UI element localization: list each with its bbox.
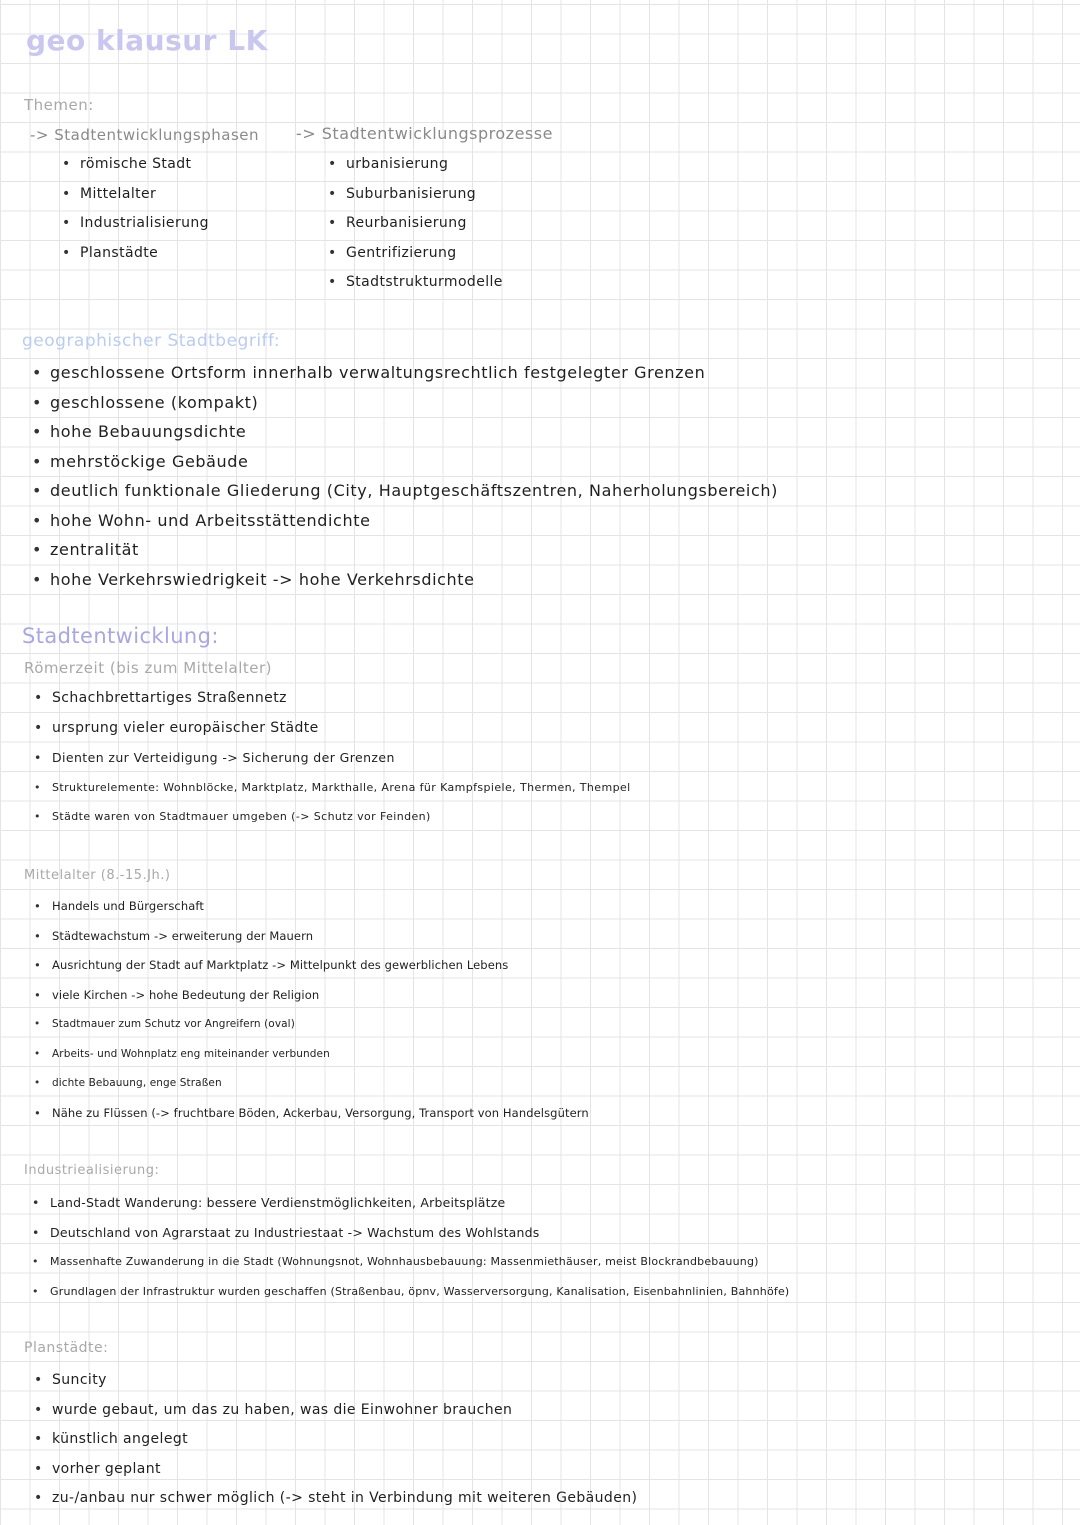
list-item: • Städte waren von Stadtmauer umgeben (-> Schutz vor Feinden) xyxy=(28,802,631,832)
planstaedte-heading: Planstädte: xyxy=(24,1340,109,1356)
list-item: • Industrialisierung xyxy=(56,209,209,239)
list-item: • Dienten zur Verteidigung -> Sicherung der Grenzen xyxy=(28,743,631,773)
list-item: • Arbeits- und Wohnplatz eng miteinander verbunden xyxy=(28,1040,589,1070)
list-item: • hohe Bebauungsdichte xyxy=(26,417,778,447)
list-item: • hohe Wohn- und Arbeitsstättendichte xyxy=(26,506,778,536)
list-item: • Deutschland von Agrarstaat zu Industriestaat -> Wachstum des Wohlstands xyxy=(26,1218,789,1248)
roemerzeit-list xyxy=(28,684,631,832)
list-item: • römische Stadt xyxy=(56,150,209,180)
stadtentwicklung-heading: Stadtentwicklung: xyxy=(22,624,219,648)
list-item: • Stadtmauer zum Schutz vor Angreifern (oval) xyxy=(28,1010,589,1040)
list-item: • zu-/anbau nur schwer möglich (-> steht in Verbindung mit weiteren Gebäuden) xyxy=(28,1484,637,1514)
list-item: • deutlich funktionale Gliederung (City, Hauptgeschäftszentren, Naherholungsbereich) xyxy=(26,476,778,506)
list-item: • Schachbrettartiges Straßennetz xyxy=(28,684,631,714)
list-item: • viele Kirchen -> hohe Bedeutung der Religion xyxy=(28,981,589,1011)
list-item: • künstlich angelegt xyxy=(28,1425,637,1455)
planstaedte-list xyxy=(28,1366,637,1514)
list-item: • Suburbanisierung xyxy=(322,180,503,210)
mittelalter-list xyxy=(28,892,589,1128)
list-item: • Stadtstrukturmodelle xyxy=(322,268,503,298)
list-item: • geschlossene (kompakt) xyxy=(26,388,778,418)
themen-heading: Themen: xyxy=(24,96,94,114)
page-title: geo klausur LK xyxy=(26,24,268,57)
list-item: • Reurbanisierung xyxy=(322,209,503,239)
list-item: • Massenhafte Zuwanderung in die Stadt (Wohnungsnot, Wohnhausbebauung: Massenmiethäuser, meist Blockrandbebauung) xyxy=(26,1247,789,1277)
list-item: • Mittelalter xyxy=(56,180,209,210)
list-item: • vorher geplant xyxy=(28,1455,637,1485)
themen-col1-list xyxy=(56,150,209,268)
list-item: • Planstädte xyxy=(56,239,209,269)
themen-col2-list xyxy=(322,150,503,298)
list-item: • Land-Stadt Wanderung: bessere Verdienstmöglichkeiten, Arbeitsplätze xyxy=(26,1188,789,1218)
mittelalter-heading: Mittelalter (8.-15.Jh.) xyxy=(24,868,171,883)
stadtbegriff-heading: geographischer Stadtbegriff: xyxy=(22,331,281,351)
themen-col1-heading: -> Stadtentwicklungsphasen xyxy=(30,126,260,144)
list-item: • Handels und Bürgerschaft xyxy=(28,892,589,922)
industrialisierung-heading: Industriealisierung: xyxy=(24,1163,160,1178)
list-item: • Nähe zu Flüssen (-> fruchtbare Böden, Ackerbau, Versorgung, Transport von Handelsgütern xyxy=(28,1099,589,1129)
list-item: • mehrstöckige Gebäude xyxy=(26,447,778,477)
industrialisierung-list xyxy=(26,1188,789,1306)
list-item: • wurde gebaut, um das zu haben, was die Einwohner brauchen xyxy=(28,1396,637,1426)
list-item: • Grundlagen der Infrastruktur wurden geschaffen (Straßenbau, öpnv, Wasserversorgung, Kanalisation, Eisenbahnlinien, Bahnhöfe) xyxy=(26,1277,789,1307)
list-item: • hohe Verkehrswiedrigkeit -> hohe Verkehrsdichte xyxy=(26,565,778,595)
list-item: • ursprung vieler europäischer Städte xyxy=(28,714,631,744)
list-item: • Strukturelemente: Wohnblöcke, Marktplatz, Markthalle, Arena für Kampfspiele, Thermen, Thempel xyxy=(28,773,631,803)
roemerzeit-heading: Römerzeit (bis zum Mittelalter) xyxy=(24,659,272,677)
list-item: • dichte Bebauung, enge Straßen xyxy=(28,1069,589,1099)
themen-col2-heading: -> Stadtentwicklungsprozesse xyxy=(296,124,553,143)
stadtbegriff-list xyxy=(26,358,778,594)
list-item: • Gentrifizierung xyxy=(322,239,503,269)
list-item: • Suncity xyxy=(28,1366,637,1396)
list-item: • geschlossene Ortsform innerhalb verwaltungsrechtlich festgelegter Grenzen xyxy=(26,358,778,388)
list-item: • Städtewachstum -> erweiterung der Mauern xyxy=(28,922,589,952)
list-item: • Ausrichtung der Stadt auf Marktplatz -> Mittelpunkt des gewerblichen Lebens xyxy=(28,951,589,981)
list-item: • urbanisierung xyxy=(322,150,503,180)
list-item: • zentralität xyxy=(26,535,778,565)
